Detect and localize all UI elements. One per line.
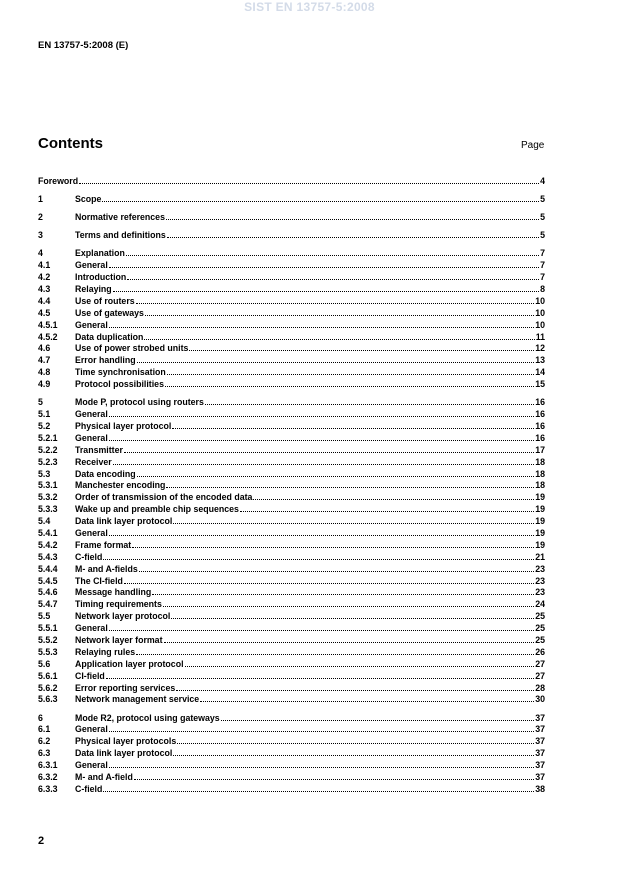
toc-entry[interactable] [38,724,545,736]
toc-entry-title: The CI-field [75,575,123,586]
dot-leader [152,594,534,595]
toc-entry-number: 5.2.2 [38,444,58,455]
toc-entry-number: 5.6.2 [38,682,58,693]
toc-entry-number: 5.4.1 [38,527,58,538]
toc-entry-number: 5.4.7 [38,599,58,610]
toc-entry-number: 5.3.2 [38,492,58,503]
toc-entry-title: C-field [75,783,103,794]
toc-entry-page: 37 [535,724,545,735]
toc-entry-page: 19 [535,539,545,550]
toc-entry-title: Use of gateways [75,307,144,318]
toc-entry-number: 5.5.2 [38,635,58,645]
toc-entry-title: Frame format [75,539,132,550]
toc-entry-number: 4.8 [38,367,51,378]
toc-entry[interactable] [38,504,545,516]
dot-leader [103,791,534,792]
page-title: Contents [38,135,103,152]
toc-entry-title: Application layer protocol [75,658,184,669]
toc-entry-number: 6 [38,712,43,723]
toc-entry-page: 21 [535,551,545,562]
toc-entry-number: 4.1 [38,260,51,271]
toc-entry[interactable] [38,308,545,320]
toc-entry-page: 27 [535,670,545,681]
toc-entry-title: Use of power strobed units [75,343,189,354]
toc-entry-number: 4.4 [38,295,51,306]
toc-entry[interactable] [38,355,545,367]
dot-leader [189,350,534,351]
toc-entry-page: 8 [540,283,545,294]
toc-entry-number: 4.6 [38,343,51,354]
toc-entry[interactable] [38,397,545,409]
dot-leader [205,404,534,405]
toc-entry-number: 4.5 [38,307,51,318]
toc-entry-page: 23 [535,587,545,598]
toc-entry[interactable] [38,516,545,528]
toc-entry[interactable] [38,611,545,623]
toc-entry-title: Time synchronisation [75,367,166,378]
dot-leader [136,303,535,304]
toc-entry[interactable] [38,230,545,242]
toc-entry-title: Receiver [75,456,112,467]
toc-entry-number: 5 [38,397,43,408]
toc-entry-page: 30 [535,694,545,705]
toc-entry-title: Protocol possibilities [75,379,164,390]
toc-entry-number: 2 [38,212,43,223]
toc-entry[interactable] [38,748,545,760]
toc-entry[interactable] [38,421,545,433]
toc-entry-title: Relaying rules [75,646,136,657]
toc-entry-number: 5.2.1 [38,432,58,443]
toc-entry-title: Error reporting services [75,682,176,693]
toc-entry-number: 5.1 [38,409,51,420]
dot-leader [137,362,535,363]
dot-leader [167,374,534,375]
toc-entry-number: 5.5.1 [38,623,58,634]
toc-entry[interactable] [38,296,545,308]
document-id: EN 13757-5:2008 (E) [38,40,129,51]
dot-leader [173,755,534,756]
toc-entry-title: General [75,760,108,771]
toc-entry-title: Data link layer protocol [75,516,173,527]
toc-entry[interactable] [38,260,545,272]
toc-entry-page: 37 [535,760,545,771]
toc-entry-page: 18 [535,480,545,491]
dot-leader [103,559,534,560]
toc-entry[interactable] [38,564,545,576]
toc-entry-title: Data encoding [75,468,136,479]
toc-entry-title: Use of routers [75,295,135,306]
toc-entry-title: Explanation [75,248,125,259]
dot-leader [166,487,534,488]
toc-entry-number: 4.9 [38,379,51,390]
toc-entry-title: Physical layer protocols [75,736,177,747]
toc-entry-page: 14 [535,367,545,378]
dot-leader [136,654,534,655]
toc-entry-number: 4 [38,248,43,259]
toc-entry-page: 26 [535,646,545,657]
dot-leader [172,428,534,429]
dot-leader [185,666,535,667]
toc-entry[interactable] [38,332,545,344]
toc-entry[interactable] [38,576,545,588]
toc-entry-title: Introduction [75,272,127,283]
toc-entry[interactable] [38,457,545,469]
toc-entry-number: 5.3.1 [38,480,58,491]
toc-entry[interactable] [38,760,545,772]
toc-entry-title: General [75,409,108,420]
toc-entry[interactable] [38,599,545,611]
dot-leader [109,416,534,417]
dot-leader [109,267,539,268]
toc-entry[interactable] [38,528,545,540]
toc-entry-title: Message handling [75,587,152,598]
toc-entry-number: 6.3 [38,748,51,759]
toc-entry-page: 37 [535,712,545,723]
dot-leader [134,779,534,780]
toc-entry-page: 18 [535,468,545,479]
dot-leader [166,219,539,220]
toc-entry-title: Transmitter [75,444,123,455]
toc-entry-title: Scope [75,194,102,205]
toc-entry-page: 27 [535,658,545,669]
toc-entry[interactable] [38,587,545,599]
toc-entry-page: 23 [535,563,545,574]
dot-leader [164,642,535,643]
toc-entry-page: 16 [535,397,545,408]
toc-entry-number: 5.5 [38,611,51,622]
toc-entry[interactable] [38,194,545,206]
toc-entry-number: 3 [38,230,43,241]
toc-entry-page: 37 [535,771,545,782]
toc-entry[interactable] [38,248,545,260]
toc-entry-page: 25 [535,623,545,634]
dot-leader [79,183,539,184]
dot-leader [124,583,534,584]
toc-entry-title: CI-field [75,670,105,681]
toc-entry-page: 4 [540,176,545,186]
toc-entry-page: 15 [535,379,545,390]
toc-entry-number: 5.2.3 [38,456,58,467]
dot-leader [127,279,539,280]
toc-entry-number: 1 [38,194,43,205]
toc-entry-page: 16 [535,409,545,420]
dot-leader [132,547,534,548]
dot-leader [145,315,534,316]
table-of-contents [38,176,545,796]
toc-entry-number: 5.5.3 [38,646,58,657]
dot-leader [240,511,534,512]
toc-entry-page: 18 [535,456,545,467]
toc-entry-number: 4.5.1 [38,319,58,330]
toc-entry-number: 6.2 [38,736,51,747]
dot-leader [109,440,534,441]
toc-entry-title: Network management service [75,694,200,705]
toc-entry[interactable] [38,379,545,391]
toc-entry-page: 24 [535,599,545,610]
toc-entry-page: 7 [540,260,545,271]
watermark: SIST EN 13757-5:2008 [244,0,375,14]
toc-entry-number: 5.6.3 [38,694,58,705]
toc-entry-page: 19 [535,504,545,515]
toc-entry-title: General [75,432,108,443]
toc-entry-title: M- and A-field [75,771,133,782]
toc-entry[interactable] [38,343,545,355]
toc-entry-page: 11 [535,331,545,342]
toc-entry-page: 7 [540,248,545,259]
dot-leader [163,606,534,607]
dot-leader [124,452,534,453]
toc-entry-page: 12 [535,343,545,354]
toc-entry[interactable] [38,409,545,421]
toc-entry-page: 25 [535,611,545,622]
toc-entry-title: Relaying [75,283,112,294]
toc-entry-title: Mode R2, protocol using gateways [75,712,220,723]
toc-entry-title: Error handling [75,355,136,366]
toc-entry-page: 5 [540,230,545,241]
dot-leader [137,476,535,477]
toc-entry-number: 4.5.2 [38,331,58,342]
toc-entry-title: Manchester encoding [75,480,166,491]
toc-entry-title: General [75,319,108,330]
toc-entry-number: 5.6 [38,658,51,669]
toc-entry-page: 5 [540,194,545,205]
toc-entry-page: 10 [535,319,545,330]
toc-entry-number: 4.3 [38,283,51,294]
dot-leader [167,237,539,238]
toc-entry-page: 37 [535,736,545,747]
toc-entry-title: Terms and definitions [75,230,166,241]
dot-leader [171,618,534,619]
toc-entry[interactable] [38,433,545,445]
toc-entry[interactable] [38,284,545,296]
toc-entry-title: Foreword [38,176,79,186]
dot-leader [109,767,534,768]
dot-leader [113,291,539,292]
dot-leader [173,523,534,524]
dot-leader [102,201,539,202]
toc-entry-title: Normative references [75,212,165,223]
toc-entry[interactable] [38,445,545,457]
toc-entry-number: 5.4.2 [38,539,58,550]
toc-entry-number: 6.3.1 [38,760,58,771]
toc-entry[interactable] [38,492,545,504]
toc-entry-number: 5.4.5 [38,575,58,586]
dot-leader [176,690,534,691]
toc-entry-page: 13 [535,355,545,366]
dot-leader [144,339,534,340]
toc-entry[interactable] [38,784,545,796]
toc-entry-title: Timing requirements [75,599,162,610]
toc-entry-title: C-field [75,551,103,562]
toc-entry-title: Wake up and preamble chip sequences [75,504,239,515]
toc-entry[interactable] [38,540,545,552]
toc-entry[interactable] [38,623,545,635]
toc-entry-number: 5.2 [38,420,51,431]
dot-leader [221,720,535,721]
toc-entry-title: M- and A-fields [75,563,138,574]
toc-entry[interactable] [38,635,545,647]
toc-entry-page: 16 [535,432,545,443]
dot-leader [165,386,534,387]
toc-entry-page: 16 [535,420,545,431]
toc-entry-number: 4.7 [38,355,51,366]
toc-entry-number: 6.3.3 [38,783,58,794]
toc-entry[interactable] [38,480,545,492]
dot-leader [126,255,539,256]
toc-entry[interactable] [38,469,545,481]
toc-entry-title: Order of transmission of the encoded data [75,492,253,503]
toc-entry-number: 5.4.3 [38,551,58,562]
toc-entry-title: Data duplication [75,331,144,342]
toc-entry[interactable] [38,552,545,564]
toc-entry[interactable] [38,176,545,188]
toc-entry-page: 23 [535,575,545,586]
toc-entry-page: 28 [535,682,545,693]
toc-entry-title: General [75,623,108,634]
toc-entry-page: 19 [535,527,545,538]
dot-leader [200,701,534,702]
toc-entry-page: 25 [535,635,545,645]
toc-entry-page: 19 [535,492,545,503]
toc-entry-title: Data link layer protocol [75,748,173,759]
toc-entry-title: General [75,260,108,271]
page-number: 2 [38,835,45,847]
toc-entry[interactable] [38,272,545,284]
toc-entry[interactable] [38,367,545,379]
dot-leader [177,743,534,744]
dot-leader [253,499,534,500]
toc-entry-title: General [75,724,108,735]
toc-entry-number: 5.6.1 [38,670,58,681]
toc-entry[interactable] [38,736,545,748]
toc-entry-title: Mode P, protocol using routers [75,397,204,408]
toc-entry-page: 19 [535,516,545,527]
toc-entry-title: Network layer protocol [75,611,171,622]
toc-entry-number: 5.4.4 [38,563,58,574]
toc-entry-page: 38 [535,783,545,794]
page-column-label: Page [521,140,545,151]
toc-entry-number: 5.3 [38,468,51,479]
dot-leader [109,535,534,536]
dot-leader [106,678,534,679]
dot-leader [109,327,534,328]
toc-entry-number: 5.3.3 [38,504,58,515]
toc-entry-number: 4.2 [38,272,51,283]
dot-leader [113,464,535,465]
toc-entry-page: 17 [535,444,545,455]
toc-entry[interactable] [38,694,545,706]
toc-entry[interactable] [38,772,545,784]
toc-entry-page: 7 [540,272,545,283]
toc-entry-number: 5.4.6 [38,587,58,598]
toc-entry-number: 6.3.2 [38,771,58,782]
dot-leader [139,571,534,572]
toc-entry[interactable] [38,320,545,332]
toc-entry-title: Physical layer protocol [75,420,172,431]
toc-entry[interactable] [38,683,545,695]
toc-entry[interactable] [38,659,545,671]
dot-leader [109,630,534,631]
dot-leader [109,731,534,732]
toc-entry[interactable] [38,713,545,725]
toc-entry-title: General [75,527,108,538]
toc-entry[interactable] [38,212,545,224]
toc-entry-page: 10 [535,295,545,306]
toc-entry-title: Network layer format [75,635,163,645]
toc-entry-page: 5 [540,212,545,223]
toc-entry[interactable] [38,647,545,659]
toc-entry[interactable] [38,671,545,683]
toc-entry-page: 37 [535,748,545,759]
toc-entry-number: 6.1 [38,724,51,735]
toc-entry-page: 10 [535,307,545,318]
toc-entry-number: 5.4 [38,516,51,527]
